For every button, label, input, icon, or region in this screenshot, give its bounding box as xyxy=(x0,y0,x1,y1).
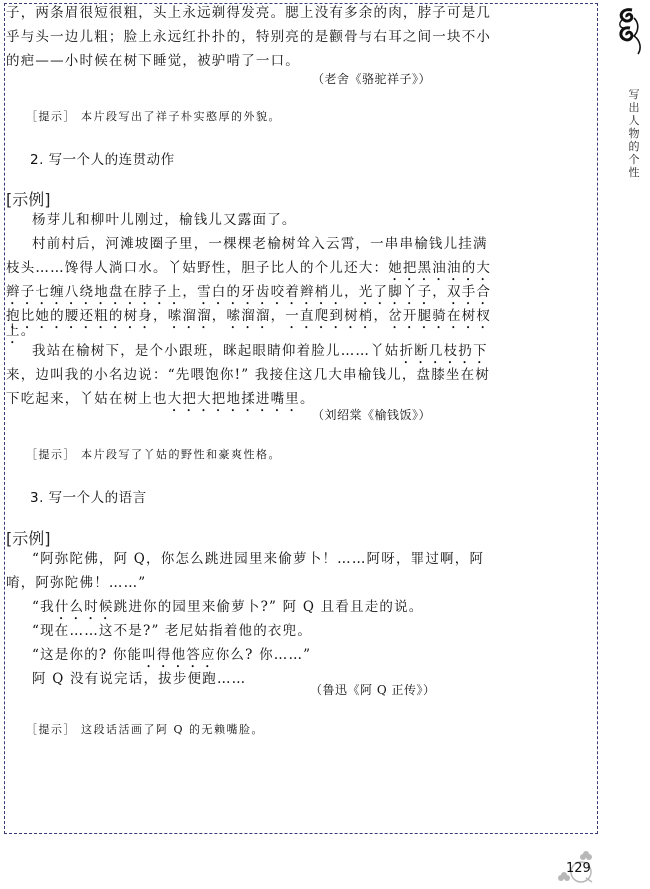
paragraph-line xyxy=(6,322,35,347)
citation: （鲁迅《阿 Q 正传》） xyxy=(310,683,436,697)
paragraph-line: 村前村后，河滩坡圈子里，一棵棵老榆树耸入云霄，一串串榆钱儿挂满 xyxy=(32,236,488,252)
text-span: 我站在榆树下，是个小跟班，眯起眼睛仰着脸儿……丫姑 xyxy=(32,343,400,359)
section-heading: 2. 写一个人的连贯动作 xyxy=(30,152,175,168)
emphasized-text: 折断几枝扔下 xyxy=(399,343,488,359)
tip xyxy=(26,721,264,737)
tip xyxy=(26,446,281,462)
emphasized-text: 她把黑油油的大 xyxy=(388,260,492,276)
citation: （老舍《骆驼祥子》） xyxy=(312,72,432,86)
text-span: “这是你的? 你能 xyxy=(32,647,143,663)
chapter-side-title: 写出人物的个性 xyxy=(628,88,640,179)
dialogue-line xyxy=(32,598,424,623)
text-span: 你么? 你……” xyxy=(215,647,312,663)
text-span: “我 xyxy=(32,599,55,615)
example-label: [示例] xyxy=(6,529,51,548)
tip-text: 这段话活画了阿 Q 的无赖嘴脸。 xyxy=(81,723,265,736)
dialogue-line xyxy=(32,646,311,671)
paragraph-line: 杨芽儿和柳叶儿刚过，榆钱儿又露面了。 xyxy=(32,212,297,228)
paragraph-line xyxy=(6,283,491,308)
text-span: 。 xyxy=(300,391,315,407)
emphasized-text: 叫得他答应 xyxy=(142,647,216,663)
text-span: 跳进你的园里来偷萝卜?” 阿 Q 且看且走的说。 xyxy=(113,599,424,615)
tip-label: ［提示］ xyxy=(26,448,76,461)
emphasized-text: 大把大把地揉进嘴里 xyxy=(167,391,301,407)
paragraph-line xyxy=(6,307,491,332)
content-frame xyxy=(4,3,598,834)
scroll-ornament-icon xyxy=(612,6,646,56)
paragraph-line: 的疤——小时候在树下睡觉，被驴啃了一口。 xyxy=(6,53,300,69)
emphasized-text: 什么时候 xyxy=(54,599,114,615)
text-span: 枝头……馋得人淌口水。丫姑野性，胆子比人的个儿还大： xyxy=(6,260,389,276)
emphasized-text: 上 xyxy=(6,323,21,339)
paragraph-line: 子，两条眉很短很粗，头上永远剃得发亮。腮上没有多余的肉，脖子可是几 xyxy=(6,5,492,21)
tip xyxy=(26,108,281,124)
paragraph-line xyxy=(6,390,315,415)
dialogue-line: “现在……这不是?” 老尼姑指着他的衣兜。 xyxy=(32,623,313,639)
paragraph-line xyxy=(6,259,491,284)
paragraph-line xyxy=(32,342,488,367)
text-span: 下吃起来，丫姑在树上也 xyxy=(6,391,168,407)
section-heading: 3. 写一个人的语言 xyxy=(30,490,147,506)
text-span: 。 xyxy=(20,323,36,339)
emphasized-text: 抱比她的腰还粗的树身，嗦溜溜，嗦溜溜，一直爬到树梢，岔开腿骑在树杈 xyxy=(6,308,492,324)
dialogue-line: “阿弥陀佛，阿 Q，你怎么跳进园里来偷萝卜！……阿呀，罪过啊，阿 xyxy=(32,551,485,567)
tip-text: 本片段写出了祥子朴实憨厚的外貌。 xyxy=(81,110,281,123)
tip-label: ［提示］ xyxy=(26,110,76,123)
paragraph-line: 乎与头一边儿粗；脸上永远红扑扑的，特别亮的是颧骨与右耳之间一块不小 xyxy=(6,29,492,45)
dialogue-line: 阿 Q 没有说完话，拔步便跑…… xyxy=(32,671,247,687)
citation: （刘绍棠《榆钱饭》） xyxy=(312,408,432,422)
emphasized-text: 辫子七缠八绕地盘在脖子上，雪白的牙齿咬着辫梢儿，光了脚丫子，双手合 xyxy=(6,284,492,300)
tip-label: ［提示］ xyxy=(26,723,76,736)
example-label: [示例] xyxy=(6,190,51,209)
dialogue-line: 唷，阿弥陀佛！……” xyxy=(6,575,147,591)
tip-text: 本片段写了丫姑的野性和豪爽性格。 xyxy=(81,448,281,461)
paragraph-line: 来，边叫我的小名边说：“先喂饱你!” 我接住这几大串榆钱儿，盘膝坐在树 xyxy=(6,367,491,383)
page-number: 129 xyxy=(566,861,591,876)
